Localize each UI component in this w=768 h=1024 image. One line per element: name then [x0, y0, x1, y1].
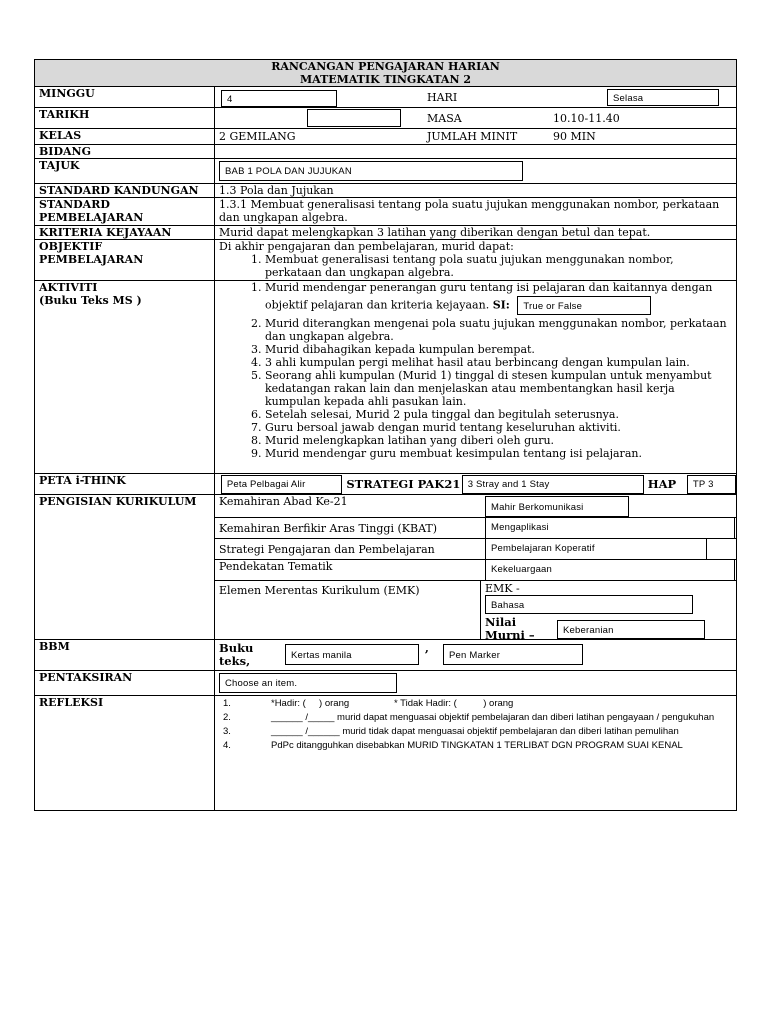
- kelas-value: 2 GEMILANG: [219, 130, 296, 143]
- tarikh-field[interactable]: [307, 109, 401, 127]
- refleksi-line: 4. PdPc ditangguhkan disebabkan MURID TINGKATAN 1 TERLIBAT DGN PROGRAM SUAI KENAL: [223, 740, 683, 751]
- peta-field[interactable]: Peta Pelbagai Alir: [221, 475, 342, 494]
- abad-field[interactable]: Mahir Berkomunikasi: [485, 496, 629, 517]
- bbm-row: [35, 640, 737, 671]
- emk-field[interactable]: Bahasa: [485, 595, 693, 614]
- hap-field[interactable]: TP 3: [687, 475, 736, 494]
- standard-kandungan-row: [35, 184, 737, 198]
- tematik-field[interactable]: Kekeluargaan: [485, 560, 735, 580]
- kriteria-row: [35, 226, 737, 240]
- kriteria-value: Murid dapat melengkapkan 3 latihan yang diberikan dengan betul dan tepat.: [215, 226, 737, 240]
- aktiviti-label: AKTIVITI: [39, 281, 98, 294]
- bbm-comma: ,: [425, 642, 429, 655]
- aktiviti-item: 3. Murid dibahagikan kepada kumpulan berempat.: [265, 343, 732, 356]
- tajuk-field[interactable]: BAB 1 POLA DAN JUJUKAN: [219, 161, 523, 181]
- objektif-list: [219, 253, 732, 279]
- bidang-value: [215, 145, 737, 159]
- emk-label: Elemen Merentas Kurikulum (EMK): [215, 581, 481, 639]
- minggu-field[interactable]: 4: [221, 90, 337, 107]
- refleksi-line: 3. ______ /______ murid tidak dapat menguasai objektif pembelajaran dan diberi latihan pemulihan: [223, 726, 679, 737]
- nilai-murni-field[interactable]: Keberanian: [557, 620, 705, 639]
- standard-kandungan-value: 1.3 Pola dan Jujukan: [215, 184, 737, 198]
- aktiviti-item: 7. Guru bersoal jawab dengan murid tentang keseluruhan aktiviti.: [265, 421, 732, 434]
- peta-row: [35, 474, 737, 495]
- bbm-label: BBM: [35, 640, 215, 671]
- refleksi-line: 2. ______ /_____ murid dapat menguasai objektif pembelajaran dan diberi latihan pengayaan / pengukuhan: [223, 712, 715, 723]
- bbm-item2-field[interactable]: Pen Marker: [443, 644, 583, 665]
- masa-value: 10.10-11.40: [553, 111, 620, 125]
- aktiviti-row: [35, 281, 737, 474]
- refleksi-label: REFLEKSI: [35, 696, 215, 811]
- aktiviti-list: [219, 281, 732, 460]
- document-title: RANCANGAN PENGAJARAN HARIAN: [271, 60, 500, 73]
- standard-kandungan-label: STANDARD KANDUNGAN: [35, 184, 215, 198]
- refleksi-row: [35, 696, 737, 811]
- si-field[interactable]: True or False: [517, 296, 651, 315]
- kurikulum-label: PENGISIAN KURIKULUM: [35, 495, 215, 640]
- bbm-item1-field[interactable]: Kertas manila: [285, 644, 419, 665]
- refleksi-line: 1. *Hadir: ( ) orang * Tidak Hadir: ( ) orang: [223, 698, 514, 709]
- pentaksiran-row: [35, 671, 737, 696]
- header-row: [35, 60, 737, 87]
- strategi-pak21-field[interactable]: 3 Stray and 1 Stay: [462, 475, 644, 494]
- strategi-pak21-label: STRATEGI PAK21: [346, 476, 461, 491]
- aktiviti-item: 8. Murid melengkapkan latihan yang diberi oleh guru.: [265, 434, 732, 447]
- emk-short-label: EMK -: [485, 582, 520, 595]
- tematik-label: Pendekatan Tematik: [219, 560, 333, 573]
- si-label: SI:: [492, 298, 510, 312]
- masa-label: MASA: [427, 111, 462, 125]
- peta-label: PETA i-THINK: [35, 474, 215, 495]
- document-subtitle: MATEMATIK TINGKATAN 2: [300, 73, 471, 86]
- nilai-murni-label: Nilai Murni –: [485, 615, 535, 642]
- standard-pembelajaran-row: [35, 198, 737, 226]
- tajuk-label: TAJUK: [35, 159, 215, 184]
- aktiviti-item: 4. 3 ahli kumpulan pergi melihat hasil atau berbincang dengan kumpulan lain.: [265, 356, 732, 369]
- hari-field[interactable]: Selasa: [607, 89, 719, 106]
- standard-pembelajaran-label: STANDARD PEMBELAJARAN: [35, 198, 215, 226]
- pentaksiran-dropdown[interactable]: Choose an item.: [219, 673, 397, 693]
- strategi-pdp-label: Strategi Pengajaran dan Pembelajaran: [219, 542, 435, 556]
- aktiviti-item: 6. Setelah selesai, Murid 2 pula tinggal dan begitulah seterusnya.: [265, 408, 732, 421]
- jumlah-minit-value: 90 MIN: [553, 130, 596, 143]
- hap-label: HAP: [647, 476, 677, 491]
- minggu-label: MINGGU: [35, 87, 215, 108]
- aktiviti-item: 5. Seorang ahli kumpulan (Murid 1) tinggal di stesen kumpulan untuk menyambut kedatangan rakan lain dan menjelaskan atau membentangkan hasil kerja kumpulan kepada ahli pasukan lain.: [265, 369, 732, 408]
- bidang-row: [35, 145, 737, 159]
- kurikulum-row: [35, 495, 737, 640]
- kbat-label: Kemahiran Berfikir Aras Tinggi (KBAT): [219, 521, 438, 535]
- aktiviti-item: 9. Murid mendengar guru membuat kesimpulan tentang isi pelajaran.: [265, 447, 732, 460]
- tarikh-label: TARIKH: [35, 108, 215, 129]
- objektif-label: OBJEKTIF PEMBELAJARAN: [35, 240, 215, 281]
- minggu-row: [35, 87, 737, 108]
- tajuk-row: [35, 159, 737, 184]
- objektif-row: [35, 240, 737, 281]
- objektif-item: 1. Membuat generalisasi tentang pola suatu jujukan menggunakan nombor, perkataan dan ungkapan algebra.: [265, 253, 732, 279]
- lesson-plan-table: [34, 59, 737, 811]
- lesson-plan-document: [34, 59, 736, 811]
- jumlah-minit-label: JUMLAH MINIT: [427, 130, 518, 143]
- bbm-prefix: Buku teks,: [219, 641, 254, 668]
- aktiviti-item: 1. Murid mendengar penerangan guru tentang isi pelajaran dan kaitannya dengan objektif pelajaran dan kriteria kejayaan. SI: True or False: [265, 281, 732, 317]
- kelas-row: [35, 129, 737, 145]
- kelas-label: KELAS: [35, 129, 215, 145]
- tarikh-row: [35, 108, 737, 129]
- bidang-label: BIDANG: [35, 145, 215, 159]
- pentaksiran-label: PENTAKSIRAN: [35, 671, 215, 696]
- strategi-pdp-field[interactable]: Pembelajaran Koperatif: [485, 539, 707, 559]
- abad-label: Kemahiran Abad Ke-21: [219, 495, 348, 508]
- kbat-field[interactable]: Mengaplikasi: [485, 518, 735, 538]
- hari-label: HARI: [427, 90, 458, 104]
- kriteria-label: KRITERIA KEJAYAAN: [35, 226, 215, 240]
- standard-pembelajaran-value: 1.3.1 Membuat generalisasi tentang pola suatu jujukan menggunakan nombor, perkataan dan ungkapan algebra.: [215, 198, 737, 226]
- objektif-intro: Di akhir pengajaran dan pembelajaran, murid dapat:: [219, 240, 514, 253]
- aktiviti-sublabel: (Buku Teks MS ): [39, 294, 142, 307]
- aktiviti-item: 2. Murid diterangkan mengenai pola suatu jujukan menggunakan nombor, perkataan dan ungkapan algebra.: [265, 317, 732, 343]
